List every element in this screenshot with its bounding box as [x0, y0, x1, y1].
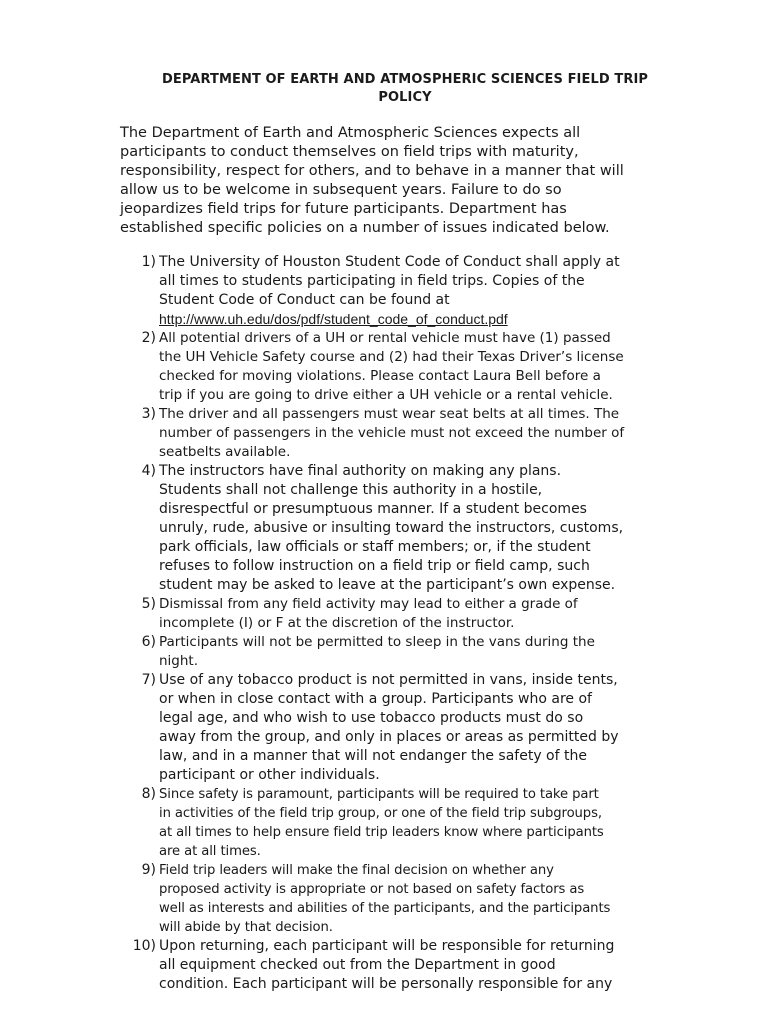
- intro-line: allow us to be welcome in subsequent years. Failure to do so: [120, 182, 562, 198]
- item-line: are at all times.: [159, 844, 261, 859]
- item-line: student may be asked to leave at the participant’s own expense.: [159, 577, 616, 593]
- item-line: The driver and all passengers must wear seat belts at all times. The: [159, 406, 620, 422]
- item-line: park officials, law officials or staff members; or, if the student: [159, 539, 591, 555]
- item-line: The instructors have final authority on making any plans.: [159, 463, 562, 479]
- item-text: [159, 462, 719, 595]
- item-number: 4): [141, 463, 156, 479]
- item-text: [159, 405, 719, 462]
- policy-item-3: [0, 405, 770, 462]
- item-text: [159, 861, 719, 937]
- item-line: well as interests and abilities of the participants, and the participants: [159, 901, 611, 916]
- item-number: 2): [141, 330, 156, 346]
- item-number: 8): [141, 786, 156, 802]
- policy-item-2: [0, 329, 770, 405]
- item-line: trip if you are going to drive either a UH vehicle or a rental vehicle.: [159, 387, 613, 403]
- item-number: 5): [141, 596, 156, 612]
- item-number: 7): [141, 672, 156, 688]
- policy-item-8: [0, 785, 770, 861]
- intro-line: responsibility, respect for others, and to behave in a manner that will: [120, 163, 624, 179]
- policy-item-1: [0, 253, 770, 329]
- item-number: 10): [132, 938, 156, 954]
- intro-line: participants to conduct themselves on field trips with maturity,: [120, 144, 579, 160]
- item-text: [159, 595, 719, 633]
- intro-line: jeopardizes field trips for future participants. Department has: [120, 201, 567, 217]
- item-text: [159, 633, 719, 671]
- item-line: will abide by that decision.: [159, 920, 333, 935]
- item-line: The University of Houston Student Code of Conduct shall apply at: [159, 254, 620, 270]
- document-title: [110, 71, 700, 107]
- item-line: at all times to help ensure field trip leaders know where participants: [159, 825, 604, 840]
- item-line: incomplete (I) or F at the discretion of the instructor.: [159, 615, 515, 631]
- item-line: all times to students participating in field trips. Copies of the: [159, 273, 585, 289]
- item-line: Student Code of Conduct can be found at: [159, 292, 450, 308]
- item-line: All potential drivers of a UH or rental vehicle must have (1) passed: [159, 330, 611, 346]
- intro-paragraph: [120, 124, 680, 238]
- intro-line: The Department of Earth and Atmospheric Sciences expects all: [120, 125, 581, 141]
- code-of-conduct-link[interactable]: http://www.uh.edu/dos/pdf/student_code_of_conduct.pdf: [159, 311, 508, 327]
- item-line: participant or other individuals.: [159, 767, 380, 783]
- item-line: Field trip leaders will make the final decision on whether any: [159, 863, 554, 878]
- item-line: unruly, rude, abusive or insulting toward the instructors, customs,: [159, 520, 624, 536]
- item-text: [159, 329, 719, 405]
- item-line: in activities of the field trip group, or one of the field trip subgroups,: [159, 806, 602, 821]
- policy-item-9: [0, 861, 770, 937]
- item-number: 1): [141, 254, 156, 270]
- policy-item-10: [0, 937, 770, 994]
- item-line: or when in close contact with a group. Participants who are of: [159, 691, 592, 707]
- item-text: [159, 253, 719, 329]
- title-line: POLICY: [378, 90, 432, 105]
- policy-item-7: [0, 671, 770, 785]
- policy-item-6: [0, 633, 770, 671]
- item-number: 6): [141, 634, 156, 650]
- item-line: seatbelts available.: [159, 444, 291, 460]
- item-line: Use of any tobacco product is not permitted in vans, inside tents,: [159, 672, 618, 688]
- item-number: 3): [141, 406, 156, 422]
- item-line: night.: [159, 653, 199, 669]
- item-text: [159, 785, 719, 861]
- item-line: condition. Each participant will be personally responsible for any: [159, 976, 613, 992]
- item-line: Upon returning, each participant will be responsible for returning: [159, 938, 615, 954]
- item-line: Since safety is paramount, participants will be required to take part: [159, 787, 599, 802]
- item-line: Participants will not be permitted to sleep in the vans during the: [159, 634, 595, 650]
- item-text: [159, 937, 719, 994]
- item-line: Students shall not challenge this authority in a hostile,: [159, 482, 543, 498]
- item-line: proposed activity is appropriate or not based on safety factors as: [159, 882, 585, 897]
- item-line: the UH Vehicle Safety course and (2) had their Texas Driver’s license: [159, 349, 624, 365]
- item-line: disrespectful or presumptuous manner. If a student becomes: [159, 501, 587, 517]
- item-line: Dismissal from any field activity may lead to either a grade of: [159, 596, 578, 612]
- item-text: [159, 671, 719, 785]
- title-line: DEPARTMENT OF EARTH AND ATMOSPHERIC SCIENCES FIELD TRIP: [161, 72, 649, 87]
- item-line: checked for moving violations. Please contact Laura Bell before a: [159, 368, 601, 384]
- item-line: law, and in a manner that will not endanger the safety of the: [159, 748, 587, 764]
- policy-item-5: [0, 595, 770, 633]
- item-line: all equipment checked out from the Department in good: [159, 957, 556, 973]
- item-number: 9): [141, 862, 156, 878]
- item-line: away from the group, and only in places or areas as permitted by: [159, 729, 619, 745]
- policy-list: [0, 253, 770, 994]
- policy-item-4: [0, 462, 770, 595]
- item-line: number of passengers in the vehicle must not exceed the number of: [159, 425, 625, 441]
- intro-line: established specific policies on a number of issues indicated below.: [120, 220, 610, 236]
- item-line: refuses to follow instruction on a field trip or field camp, such: [159, 558, 590, 574]
- item-line: legal age, and who wish to use tobacco products must do so: [159, 710, 584, 726]
